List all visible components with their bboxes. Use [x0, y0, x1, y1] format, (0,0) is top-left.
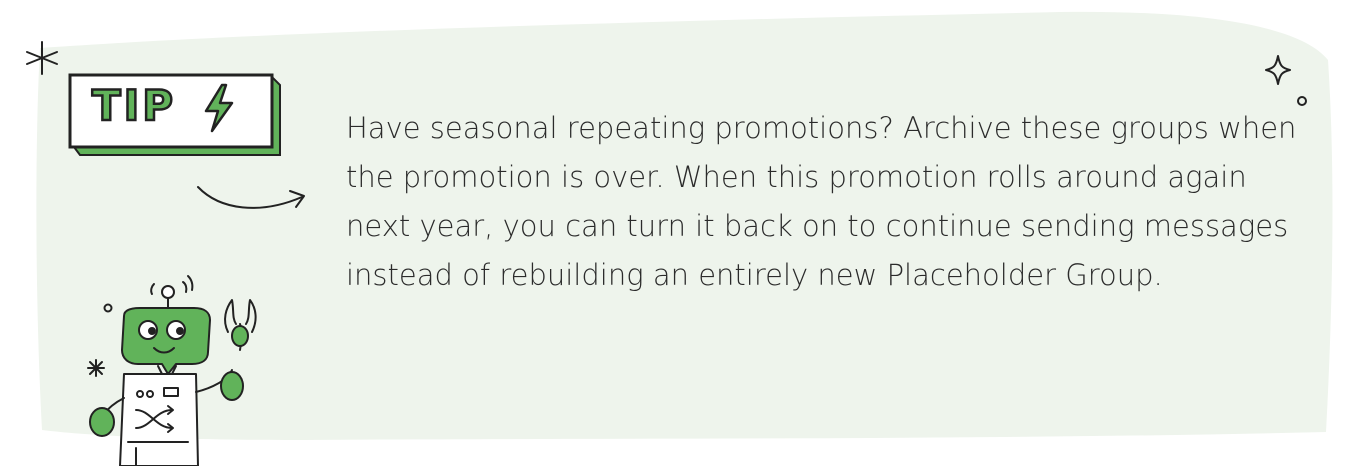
asterisk-icon: [22, 38, 62, 78]
tip-label: TIP: [92, 81, 177, 130]
tip-message: Have seasonal repeating promotions? Archive these groups when the promotion is over. When this promotion rolls around again next year, you can turn it back on to continue sending messages instead of rebuilding an entirely new Placeholder Group.: [346, 111, 1297, 292]
sparkle-icon: [1264, 52, 1314, 112]
lightning-bolt-icon: [198, 83, 238, 133]
curved-arrow-icon: [190, 175, 320, 225]
robot-illustration: [80, 268, 270, 466]
tip-badge: [68, 73, 282, 161]
